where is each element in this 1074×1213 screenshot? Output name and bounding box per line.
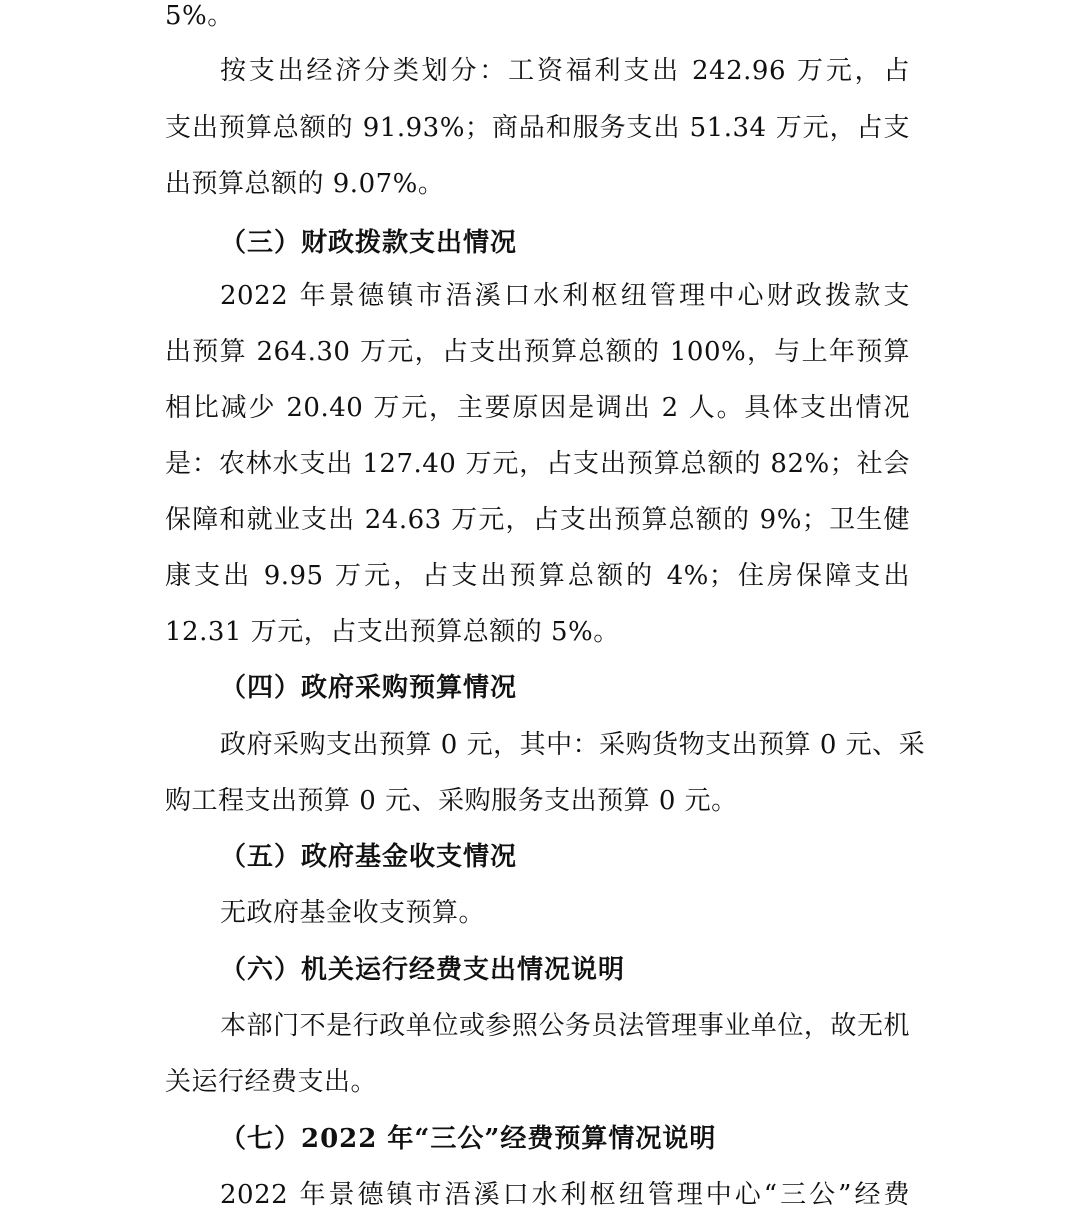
body-text-line: 是：农林水支出 127.40 万元，占支出预算总额的 82%；社会 (165, 449, 910, 479)
body-text-line: 出预算 264.30 万元，占支出预算总额的 100%，与上年预算 (165, 337, 910, 367)
section-heading-6: （六）机关运行经费支出情况说明 (220, 955, 626, 985)
section-heading-5: （五）政府基金收支情况 (220, 842, 518, 872)
body-text-line: 政府采购支出预算 0 元，其中：采购货物支出预算 0 元、采 (220, 730, 926, 760)
body-text-line: 支出预算总额的 91.93%；商品和服务支出 51.34 万元，占支 (165, 113, 910, 143)
body-text-line: 保障和就业支出 24.63 万元，占支出预算总额的 9%；卫生健 (165, 505, 910, 535)
body-text-line: 购工程支出预算 0 元、采购服务支出预算 0 元。 (165, 786, 738, 816)
section-heading-3: （三）财政拨款支出情况 (220, 228, 518, 258)
section-heading-7: （七）2022 年“三公”经费预算情况说明 (220, 1124, 717, 1154)
body-text-line: 2022 年景德镇市浯溪口水利枢纽管理中心“三公”经费 (220, 1180, 910, 1210)
body-text-line: 相比减少 20.40 万元，主要原因是调出 2 人。具体支出情况 (165, 393, 910, 423)
body-text-line: 本部门不是行政单位或参照公务员法管理事业单位，故无机 (220, 1011, 910, 1041)
body-text-line: 12.31 万元，占支出预算总额的 5%。 (165, 617, 620, 647)
body-text-line: 关运行经费支出。 (165, 1067, 378, 1097)
section-heading-4: （四）政府采购预算情况 (220, 673, 518, 703)
body-text-line: 5%。 (165, 1, 234, 31)
body-text-line: 2022 年景德镇市浯溪口水利枢纽管理中心财政拨款支 (220, 281, 910, 311)
body-text-line: 无政府基金收支预算。 (220, 898, 486, 928)
body-text-line: 康支出 9.95 万元，占支出预算总额的 4%；住房保障支出 (165, 561, 910, 591)
body-text-line: 按支出经济分类划分：工资福利支出 242.96 万元，占 (220, 56, 910, 86)
body-text-line: 出预算总额的 9.07%。 (165, 169, 445, 199)
